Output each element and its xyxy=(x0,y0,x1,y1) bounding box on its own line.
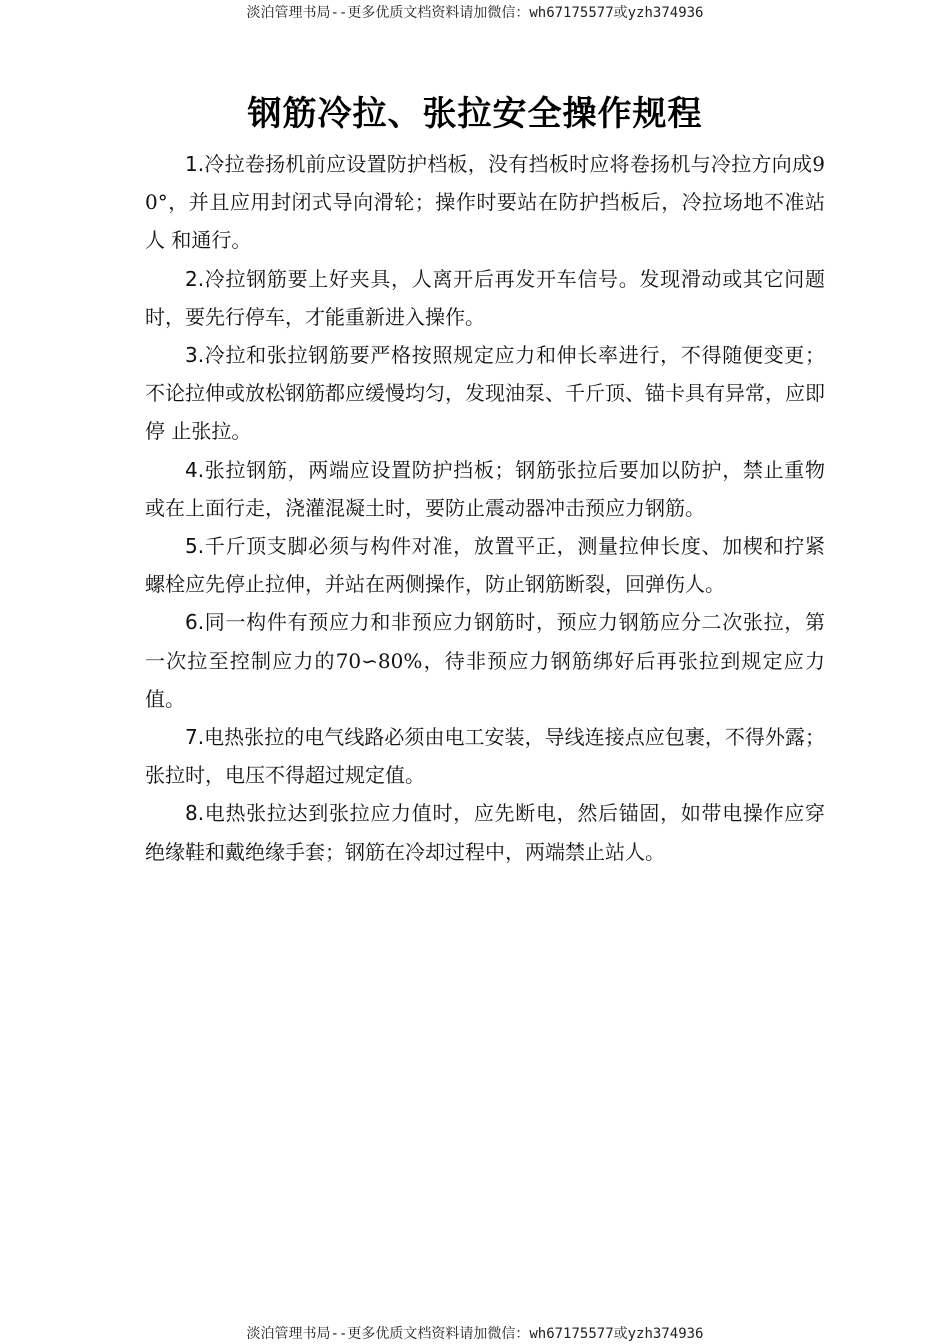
rule-text: 冷拉和张拉钢筋要严格按照规定应力和伸长率进行，不得随便变更； 不论拉伸或放松钢筋都应缓慢均匀，发现油泵、千斤顶、锚卡具有异常，应即停 止张拉。 xyxy=(145,343,825,444)
rule-text: 张拉钢筋，两端应设置防护挡板；钢筋张拉后要加以防护，禁止重物 或在上面行走，浇灌混凝土时，要防止震动器冲击预应力钢筋。 xyxy=(145,457,825,520)
rule-paragraph-1 xyxy=(145,145,825,260)
rule-paragraph-2 xyxy=(145,260,825,336)
rule-number: 8. xyxy=(185,801,205,826)
rule-text: 电热张拉达到张拉应力值时，应先断电，然后锚固，如带电操作应穿 绝缘鞋和戴绝缘手套；钢筋在冷却过程中，两端禁止站人。 xyxy=(145,801,825,864)
rule-paragraph-8 xyxy=(145,794,825,870)
rule-number: 7. xyxy=(185,725,205,750)
document-body xyxy=(145,145,825,871)
rule-number: 6. xyxy=(185,610,205,635)
rule-text: 冷拉卷扬机前应设置防护档板，没有挡板时应将卷扬机与冷拉方向成90°，并且应用封闭式导向滑轮；操作时要站在防护挡板后，冷拉场地不准站人 和通行。 xyxy=(145,152,825,253)
page-header-watermark: 淡泊管理书局--更多优质文档资料请加微信：wh67175577或yzh374936 xyxy=(246,5,704,21)
rule-number: 3. xyxy=(185,343,205,368)
rule-text: 千斤顶支脚必须与构件对准，放置平正，测量拉伸长度、加楔和拧紧 螺栓应先停止拉伸，并站在两侧操作，防止钢筋断裂，回弹伤人。 xyxy=(145,534,825,597)
rule-number: 2. xyxy=(185,266,205,291)
rule-paragraph-5 xyxy=(145,527,825,603)
rule-text: 电热张拉的电气线路必须由电工安装，导线连接点应包裹，不得外露；张拉时，电压不得超过规定值。 xyxy=(145,725,825,788)
rule-number: 5. xyxy=(185,534,205,559)
rule-number: 4. xyxy=(185,457,205,482)
rule-paragraph-4 xyxy=(145,451,825,527)
rule-paragraph-3 xyxy=(145,336,825,451)
rule-text: 同一构件有预应力和非预应力钢筋时，预应力钢筋应分二次张拉，第 一次拉至控制应力的70∽80%，待非预应力钢筋绑好后再张拉到规定应力值。 xyxy=(145,610,825,711)
page-footer-watermark: 淡泊管理书局--更多优质文档资料请加微信：wh67175577或yzh374936 xyxy=(246,1326,704,1342)
rule-number: 1. xyxy=(185,152,205,176)
document-title: 钢筋冷拉、张拉安全操作规程 xyxy=(247,94,703,134)
rule-paragraph-7 xyxy=(145,718,825,794)
rule-text: 冷拉钢筋要上好夹具，人离开后再发开车信号。发现滑动或其它问题 时，要先行停车，才能重新进入操作。 xyxy=(145,266,825,329)
rule-paragraph-6 xyxy=(145,603,825,718)
